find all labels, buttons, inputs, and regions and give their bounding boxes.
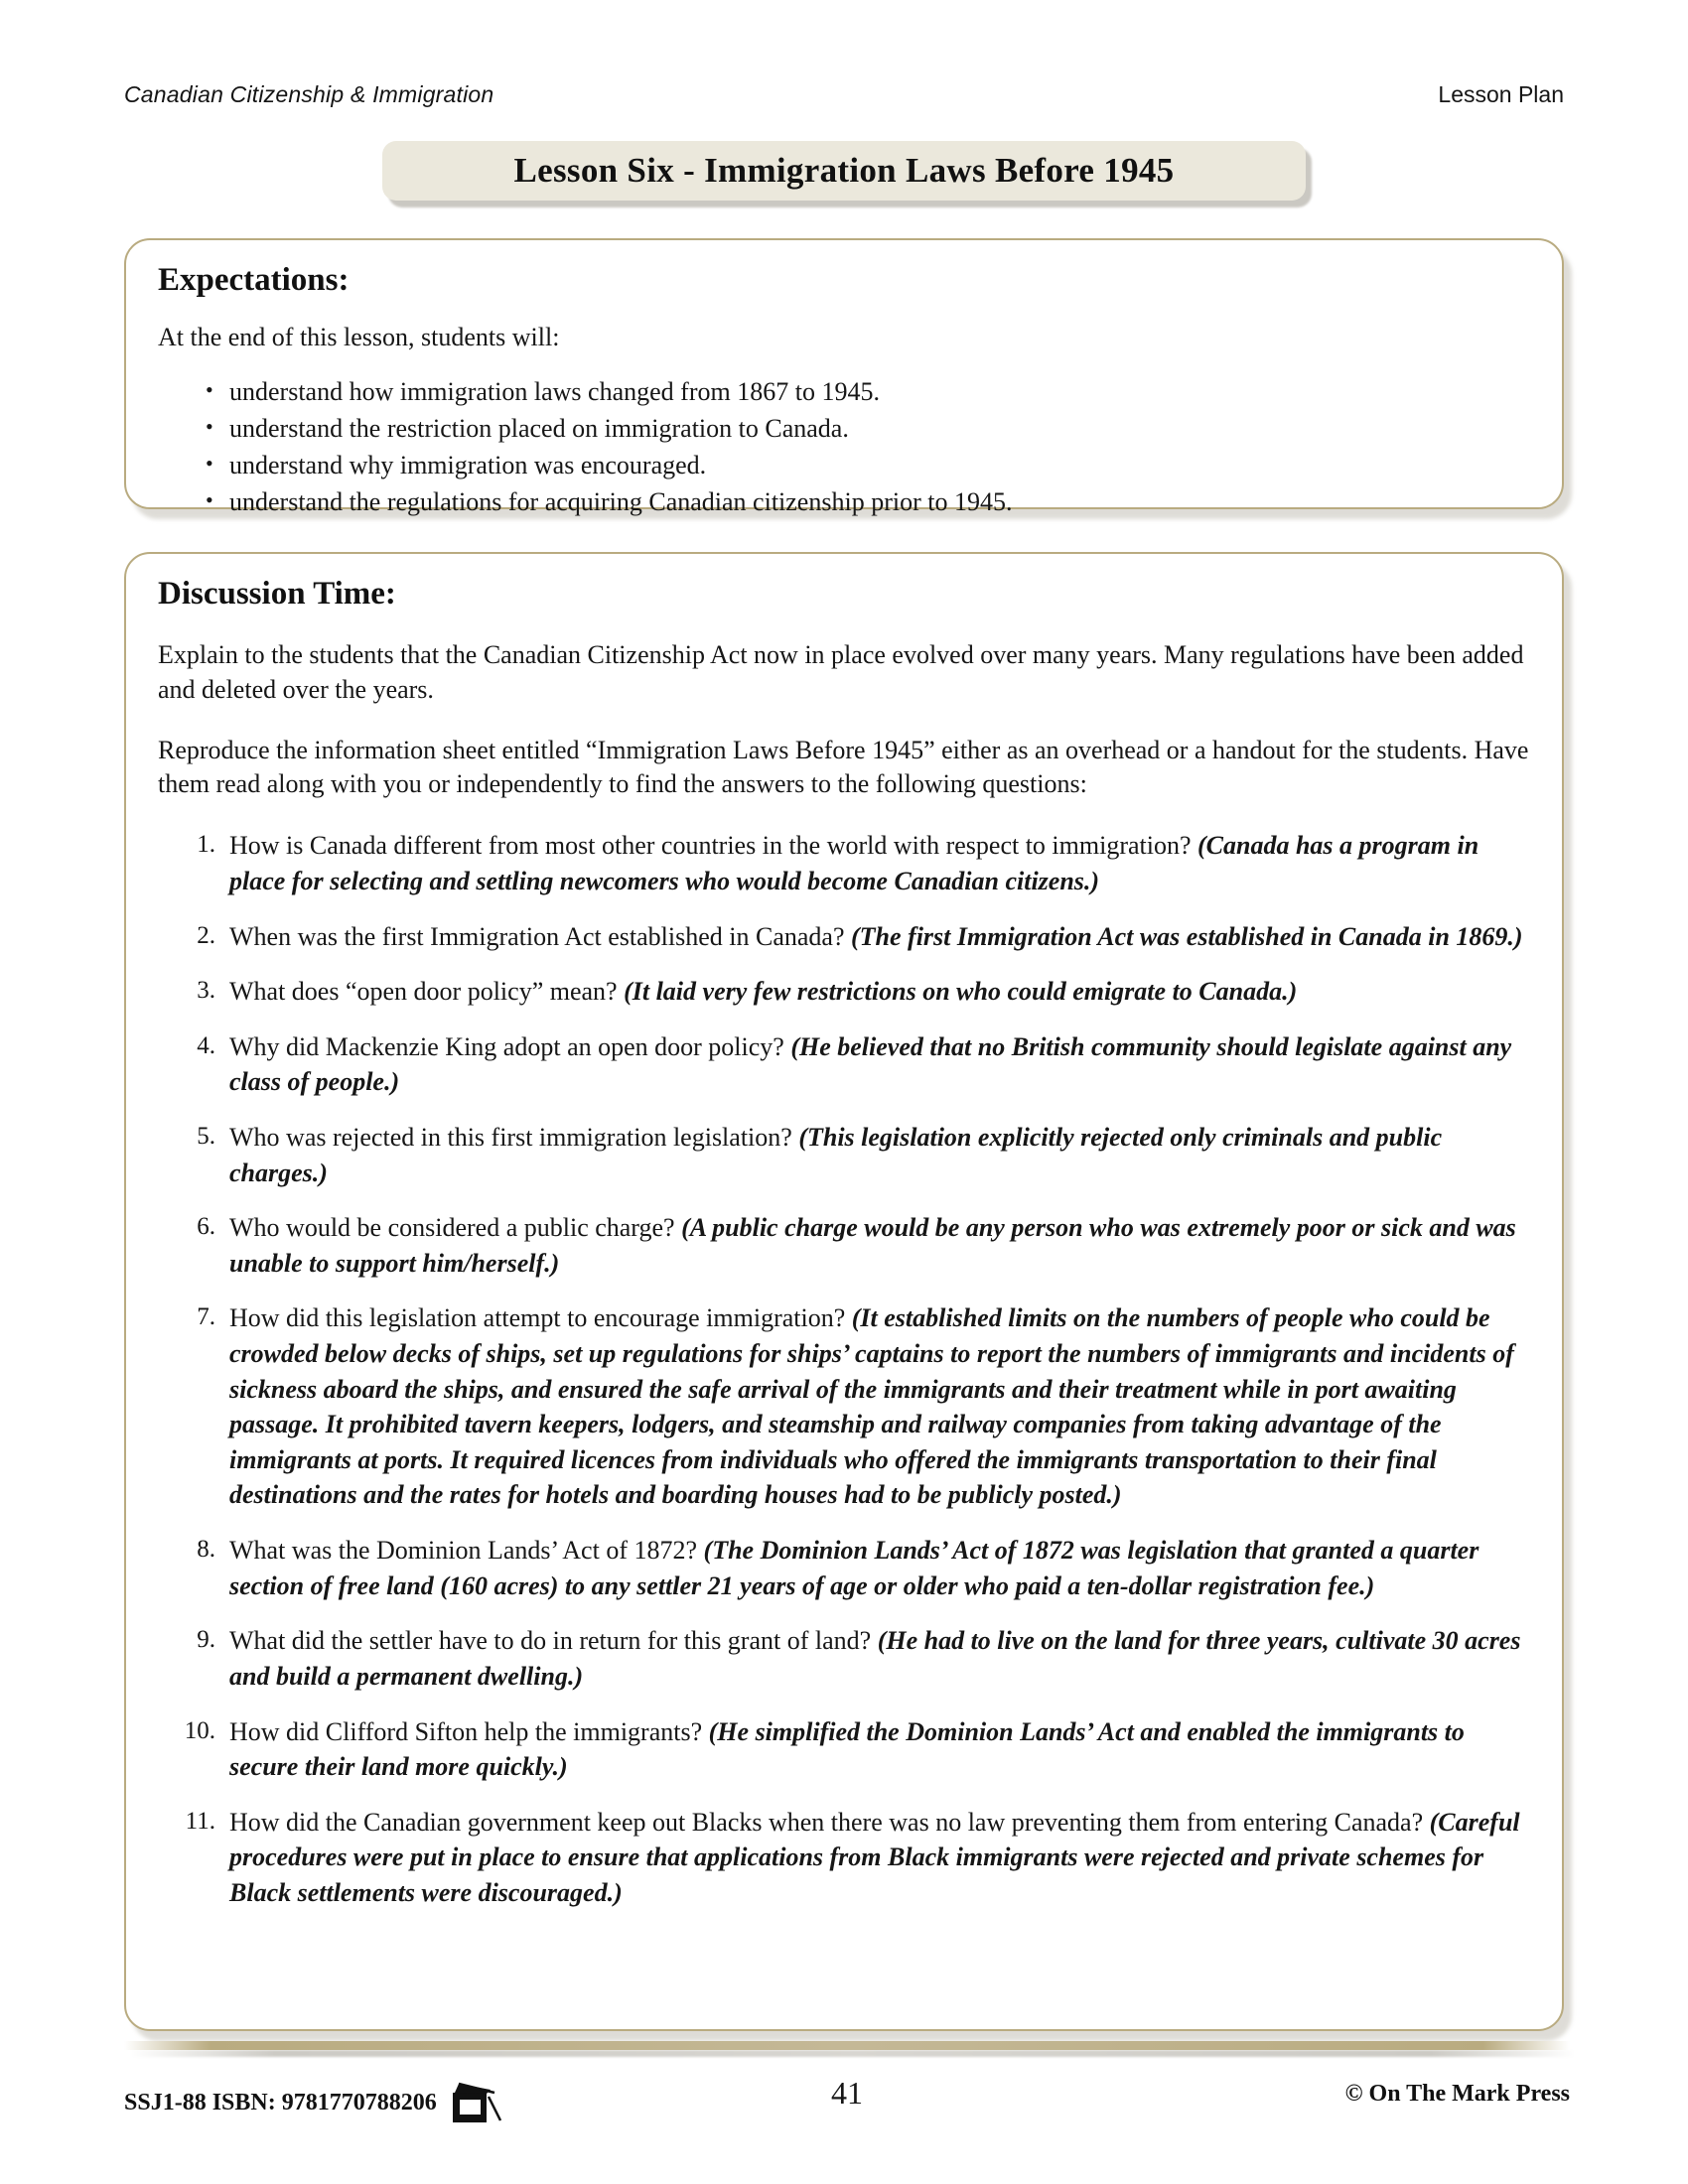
question-item (158, 974, 1538, 1010)
list-item (158, 448, 1536, 484)
answer-text: (The first Immigration Act was established in Canada in 1869.) (851, 921, 1523, 951)
question-list (158, 828, 1538, 1910)
discussion-paragraph-2: Reproduce the information sheet entitled “Immigration Laws Before 1945” either as an overhead or a handout for the students. Have them read along with you or independently to find the answers to the following questions: (158, 735, 1529, 799)
discussion-heading: Discussion Time: (158, 576, 396, 612)
answer-text: (He had to live on the land for three years, cultivate 30 acres and build a permanent dwelling.) (229, 1626, 1521, 1691)
question-item (158, 1623, 1538, 1694)
expectations-heading: Expectations: (158, 262, 350, 298)
question-number: 10. (184, 1716, 215, 1744)
footer-rule (124, 2041, 1570, 2050)
footer-isbn: SSJ1-88 ISBN: 9781770788206 (124, 2089, 437, 2116)
expectations-box (124, 238, 1564, 516)
page-footer (124, 2073, 1570, 2126)
expectations-lead: At the end of this lesson, students will: (158, 323, 560, 351)
question-item (158, 1120, 1538, 1190)
question-number: 7. (197, 1303, 215, 1331)
answer-text: (He simplified the Dominion Lands’ Act and enabled the immigrants to secure their land more quickly.) (229, 1716, 1465, 1782)
question-number: 9. (197, 1626, 215, 1654)
bullet-icon: • (206, 486, 213, 512)
answer-text: (A public charge would be any person who was extremely poor or sick and was unable to support him/herself.) (229, 1213, 1516, 1278)
answer-text: (Careful procedures were put in place to ensure that applications from Black immigrants were rejected and private schemes for Black settlements were discouraged.) (229, 1807, 1520, 1907)
answer-text: (The Dominion Lands’ Act of 1872 was legislation that granted a quarter section of free land (160 acres) to any settler 21 years of age or older who paid a ten-dollar registration fee.) (229, 1536, 1479, 1600)
list-item-label: understand the regulations for acquiring Canadian citizenship prior to 1945. (229, 486, 1013, 516)
question-text: When was the first Immigration Act established in Canada? (229, 921, 845, 951)
question-item (158, 1533, 1538, 1603)
question-text: How did this legislation attempt to encourage immigration? (229, 1303, 846, 1333)
page-number: 41 (831, 2075, 863, 2111)
question-text: How is Canada different from most other countries in the world with respect to immigration? (229, 831, 1192, 861)
question-text: What did the settler have to do in return for this grant of land? (229, 1626, 872, 1656)
question-number: 2. (197, 921, 215, 949)
question-item (158, 1029, 1538, 1100)
list-item-label: understand why immigration was encouraged. (229, 450, 707, 479)
question-text: How did the Canadian government keep out Blacks when there was no law preventing them from entering Canada? (229, 1807, 1424, 1837)
question-item (158, 1714, 1538, 1785)
bullet-icon: • (206, 450, 213, 476)
list-item-label: understand the restriction placed on immigration to Canada. (229, 413, 849, 443)
running-head (124, 81, 1564, 108)
footer-copyright: © On The Mark Press (1344, 2081, 1570, 2107)
answer-text: (This legislation explicitly rejected only criminals and public charges.) (229, 1122, 1443, 1187)
question-item (158, 1300, 1538, 1513)
discussion-paragraph-1: Explain to the students that the Canadian Citizenship Act now in place evolved over many years. Many regulations have been added and deleted over the years. (158, 640, 1524, 704)
question-number: 4. (197, 1031, 215, 1059)
title-banner-plate (382, 141, 1306, 201)
running-head-subject: Canadian Citizenship & Immigration (124, 81, 494, 107)
answer-text: (It laid very few restrictions on who could emigrate to Canada.) (624, 977, 1298, 1007)
expectations-list (158, 374, 1536, 521)
question-text: How did Clifford Sifton help the immigrants? (229, 1716, 703, 1746)
bullet-icon: • (206, 377, 213, 402)
bullet-icon: • (206, 413, 213, 439)
question-number: 1. (197, 831, 215, 859)
answer-text: (Canada has a program in place for selecting and settling newcomers who would become Canadian citizens.) (229, 831, 1479, 895)
question-text: Why did Mackenzie King adopt an open door policy? (229, 1031, 784, 1061)
question-item (158, 828, 1538, 898)
answer-text: (He believed that no British community should legislate against any class of people.) (229, 1031, 1512, 1097)
question-number: 8. (197, 1536, 215, 1564)
list-item (158, 484, 1536, 521)
question-text: What was the Dominion Lands’ Act of 1872? (229, 1536, 698, 1566)
question-text: Who was rejected in this first immigration legislation? (229, 1122, 792, 1152)
page-title: Lesson Six - Immigration Laws Before 1945 (513, 151, 1175, 190)
question-item (158, 919, 1538, 955)
running-head-doctype: Lesson Plan (1438, 81, 1564, 107)
question-number: 11. (185, 1807, 215, 1835)
expectations-content (158, 262, 1536, 521)
list-item-label: understand how immigration laws changed from 1867 to 1945. (229, 377, 880, 406)
question-text: What does “open door policy” mean? (229, 977, 618, 1007)
question-item (158, 1805, 1538, 1911)
discussion-box (124, 552, 1564, 2031)
question-item (158, 1210, 1538, 1281)
question-number: 6. (197, 1213, 215, 1241)
list-item (158, 374, 1536, 411)
answer-text: (It established limits on the numbers of people who could be crowded below decks of ships, set up regulations for ships’ captains to report the numbers of immigrants and incidents of sickness aboard the ships, and ensured the safe arrival of the immigrants and their treatment while in port awaiting passage. It prohibited tavern keepers, lodgers, and steamship and railway companies from taking advantage of the immigrants at ports. It required licences from individuals who offered the immigrants transportation to their final destinations and the rates for hotels and boarding houses had to be publicly posted.) (229, 1303, 1514, 1510)
lesson-title-banner (382, 141, 1306, 203)
footer-rule-shadow (130, 2050, 1576, 2057)
list-item (158, 411, 1536, 448)
discussion-content (158, 576, 1538, 1931)
question-text: Who would be considered a public charge? (229, 1213, 675, 1243)
question-number: 5. (197, 1122, 215, 1150)
question-number: 3. (197, 977, 215, 1005)
